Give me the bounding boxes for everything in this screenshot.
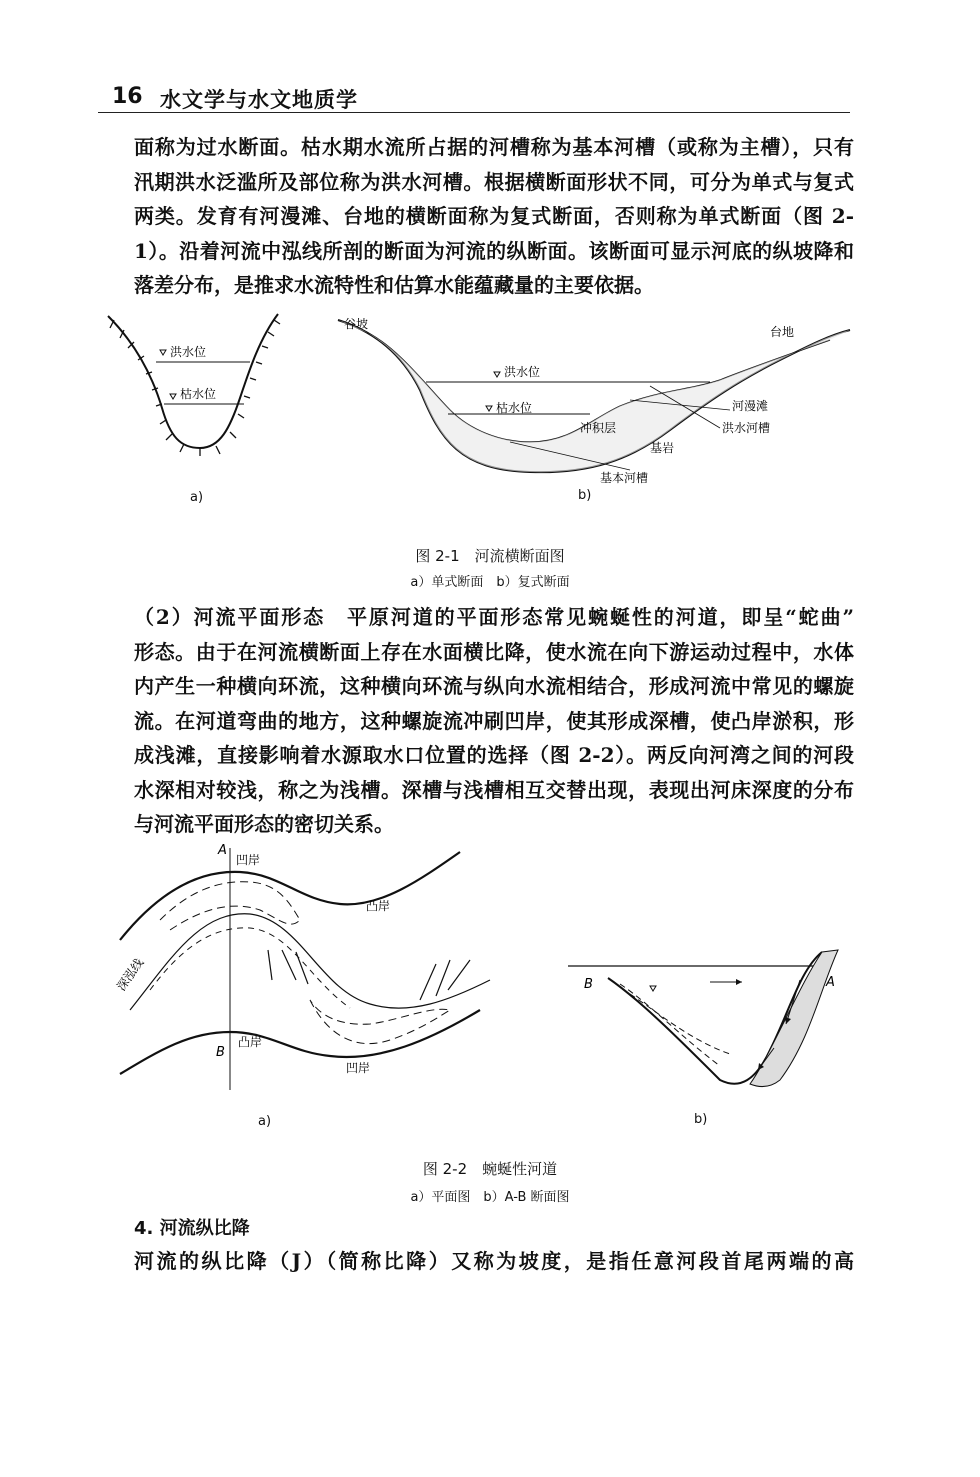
text-line: 成浅滩，直接影响着水源取水口位置的选择（图 2-2）。两反向河湾之间的河段 — [134, 743, 854, 767]
convex-bank-bottom-label: 凸岸 — [238, 1035, 263, 1049]
low-level-label: 枯水位 — [180, 387, 217, 401]
fig2a-panel-label: a) — [258, 1114, 272, 1129]
page-header — [98, 84, 850, 113]
concave-bank-bottom-label: 凹岸 — [346, 1061, 371, 1075]
figure-2-1-title: 图 2-1 河流横断面图 — [415, 547, 565, 565]
paragraph-1 — [134, 130, 854, 303]
terrace-label: 台地 — [770, 325, 795, 339]
concave-bank-top-label: 凹岸 — [236, 853, 261, 867]
text-line: （2）河流平面形态 平原河道的平面形态常见蜿蜒性的河道，即呈“蛇曲” — [134, 605, 854, 629]
floodplain-label: 河漫滩 — [732, 399, 769, 413]
paragraph-2 — [134, 600, 854, 842]
flood-level-label: 洪水位 — [504, 365, 541, 379]
fig1b-panel-label: b) — [578, 488, 592, 503]
fig1a-panel-label: a) — [190, 490, 204, 505]
paragraph-3 — [134, 1244, 854, 1279]
text-line: 流。在河道弯曲的地方，这种螺旋流冲刷凹岸，使其形成深槽，使凸岸淤积，形 — [134, 708, 854, 733]
section-heading: 4. 河流纵比降 — [134, 1218, 250, 1239]
text-line: 水深相对较浅，称之为浅槽。深槽与浅槽相互交替出现，表现出河床深度的分布 — [134, 777, 854, 802]
point-A-label: A — [218, 843, 227, 858]
text-line: 与河流平面形态的密切关系。 — [134, 812, 394, 836]
fig2b-panel-label: b) — [694, 1112, 708, 1127]
figure-2-2a-plan-view — [100, 840, 500, 1100]
point-B-label: B — [216, 1045, 225, 1060]
figure-2-1a-single-section — [100, 308, 310, 468]
point-B-label: B — [584, 977, 593, 992]
figure-2-2b-cross-section — [560, 940, 840, 1100]
figure-2-1b-compound-section — [330, 310, 860, 490]
figure-2-1-subtitle: a）单式断面 b）复式断面 — [410, 575, 570, 590]
text-line: 落差分布，是推求水流特性和估算水能蕴藏量的主要依据。 — [134, 273, 654, 297]
bedrock-label: 基岩 — [650, 441, 675, 455]
text-line: 形态。由于在河流横断面上存在水面横比降，使水流在向下游运动过程中，水体 — [134, 639, 854, 664]
text-line: 1）。沿着河流中泓线所剖的断面为河流的纵断面。该断面可显示河底的纵坡降和 — [134, 238, 854, 263]
basic-channel-label: 基本河槽 — [600, 471, 649, 485]
page-number: 16 — [112, 84, 143, 109]
figure-2-2-title: 图 2-2 蜿蜒性河道 — [422, 1160, 558, 1178]
alluvium-label: 冲积层 — [580, 421, 617, 435]
point-A-label: A — [826, 975, 835, 990]
text-line: 汛期洪水泛滥所及部位称为洪水河槽。根据横断面形状不同，可分为单式与复式 — [134, 169, 854, 194]
flood-level-label: 洪水位 — [170, 345, 207, 359]
valley-slope-label: 谷坡 — [344, 317, 369, 331]
figure-2-2-subtitle: a）平面图 b）A-B 断面图 — [410, 1190, 570, 1205]
text-line: 两类。发育有河漫滩、台地的横断面称为复式断面，否则称为单式断面（图 2- — [134, 204, 854, 228]
thalweg-label: 深泓线 — [114, 955, 147, 994]
convex-bank-top-label: 凸岸 — [366, 899, 391, 913]
flood-channel-label: 洪水河槽 — [722, 421, 771, 435]
text-line: 河流的纵比降（J）（简称比降）又称为坡度，是指任意河段首尾两端的高 — [134, 1249, 854, 1273]
book-title: 水文学与水文地质学 — [160, 88, 358, 112]
text-line: 内产生一种横向环流，这种横向环流与纵向水流相结合，形成河流中常见的螺旋 — [134, 674, 854, 698]
text-line: 面称为过水断面。枯水期水流所占据的河槽称为基本河槽（或称为主槽），只有 — [134, 135, 854, 159]
low-level-label: 枯水位 — [496, 401, 533, 415]
